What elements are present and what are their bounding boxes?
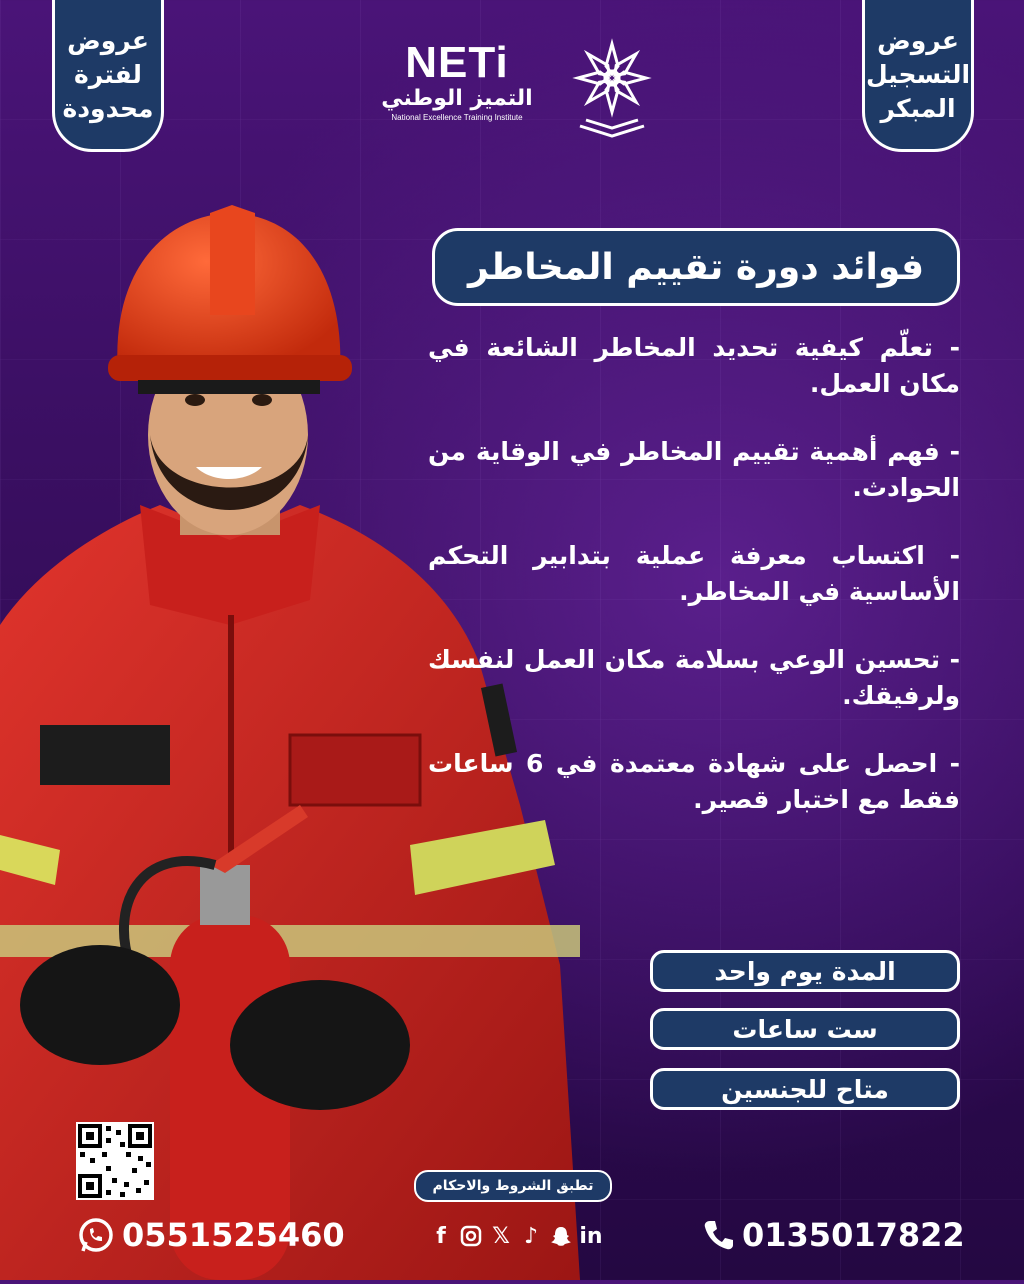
instagram-icon[interactable]	[458, 1221, 484, 1251]
x-icon[interactable]: 𝕏	[492, 1223, 510, 1249]
logo-english-name: National Excellence Training Institute	[391, 113, 523, 122]
benefit-item: - فهم أهمية تقييم المخاطر في الوقاية من الحوادث.	[428, 437, 960, 502]
tab-line: المبكر	[880, 94, 956, 123]
tab-line: لفترة	[74, 60, 142, 89]
benefit-item: - احصل على شهادة معتمدة في 6 ساعات فقط مع اختبار قصير.	[428, 749, 960, 814]
benefit-item: - تحسين الوعي بسلامة مكان العمل لنفسك ولرفيقك.	[428, 645, 960, 710]
tiktok-icon[interactable]: ♪	[523, 1223, 539, 1249]
phone-icon	[702, 1218, 736, 1252]
early-registration-tab	[862, 0, 974, 152]
logo-arabic-name: التميز الوطني	[381, 86, 533, 111]
social-icons	[428, 1218, 604, 1254]
gender-pill: متاح للجنسين	[650, 1068, 960, 1110]
whatsapp-number: 0551525460	[122, 1216, 345, 1254]
hours-pill: ست ساعات	[650, 1008, 960, 1050]
tab-line: التسجيل	[865, 60, 971, 89]
headline-banner: فوائد دورة تقييم المخاطر	[432, 228, 960, 306]
whatsapp-contact[interactable]	[76, 1212, 345, 1258]
linkedin-icon[interactable]: in	[579, 1223, 603, 1249]
call-number: 0135017822	[742, 1216, 965, 1254]
tab-line: محدودة	[62, 94, 154, 123]
whatsapp-icon	[76, 1215, 116, 1255]
qr-code[interactable]	[76, 1122, 154, 1200]
neti-logo	[372, 40, 542, 134]
benefits-list	[428, 330, 960, 850]
tab-line: عروض	[67, 26, 149, 55]
call-contact[interactable]	[702, 1212, 965, 1258]
tab-line: عروض	[877, 26, 959, 55]
limited-offer-tab	[52, 0, 164, 152]
benefit-item: - اكتساب معرفة عملية بتدابير التحكم الأساسية في المخاطر.	[428, 541, 960, 606]
benefit-item: - تعلّم كيفية تحديد المخاطر الشائعة في مكان العمل.	[428, 333, 960, 398]
duration-pill: المدة يوم واحد	[650, 950, 960, 992]
terms-badge: تطبق الشروط والاحكام	[414, 1170, 612, 1202]
logo-word: NETi	[405, 38, 509, 87]
emblem-logo	[570, 38, 654, 138]
snapchat-icon[interactable]	[548, 1221, 574, 1251]
facebook-icon[interactable]: f	[436, 1223, 446, 1249]
